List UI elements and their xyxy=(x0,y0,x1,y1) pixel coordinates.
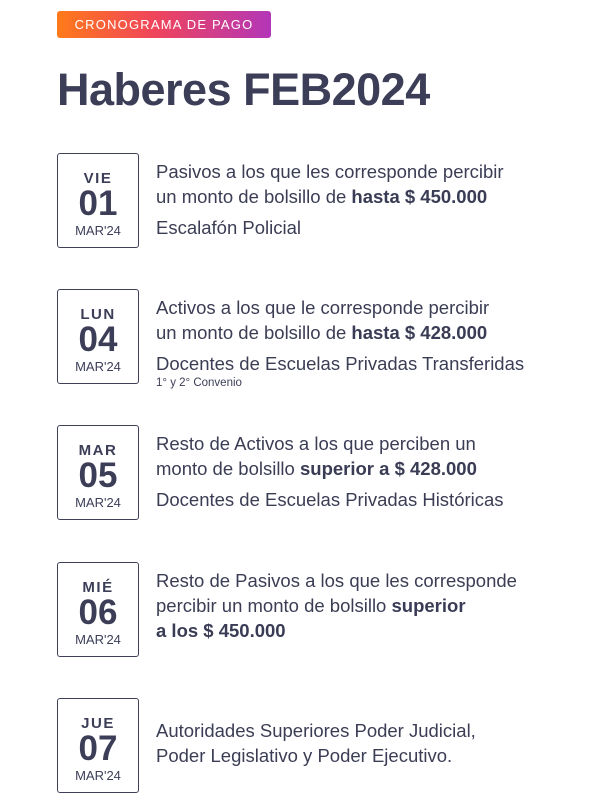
day-of-week: MIÉ xyxy=(82,579,114,596)
description-line: Poder Legislativo y Poder Ejecutivo. xyxy=(156,745,453,766)
description-line: Resto de Pasivos a los que les corresponde xyxy=(156,570,517,591)
schedule-entry-3 xyxy=(57,425,597,521)
description-line: Autoridades Superiores Poder Judicial, xyxy=(156,720,476,741)
description-line: percibir un monto de bolsillo superior xyxy=(156,595,466,616)
entry-description xyxy=(156,568,596,643)
entry-note: 1° y 2° Convenio xyxy=(156,377,242,389)
entry-group: Docentes de Escuelas Privadas Transferidas xyxy=(156,353,525,374)
description-line: a los $ 450.000 xyxy=(156,620,286,641)
description-line: un monto de bolsillo de hasta $ 428.000 xyxy=(156,322,488,343)
entry-group: Docentes de Escuelas Privadas Históricas xyxy=(156,489,504,510)
description-line: Activos a los que le corresponde percibir xyxy=(156,297,490,318)
page-title: Haberes FEB2024 xyxy=(57,64,430,115)
entry-description xyxy=(156,295,596,390)
entry-description xyxy=(156,718,596,768)
month-label: MAR'24 xyxy=(75,768,121,783)
description-line: monto de bolsillo superior a $ 428.000 xyxy=(156,458,477,479)
day-of-week: MAR xyxy=(78,442,118,459)
day-number: 04 xyxy=(78,320,118,359)
month-label: MAR'24 xyxy=(75,223,121,238)
schedule-badge: CRONOGRAMA DE PAGO xyxy=(57,11,271,38)
description-line: Resto de Activos a los que perciben un xyxy=(156,433,476,454)
date-box xyxy=(57,562,139,657)
schedule-entry-1 xyxy=(57,153,597,249)
date-box xyxy=(57,698,139,793)
entry-group: Escalafón Policial xyxy=(156,217,301,238)
day-of-week: JUE xyxy=(81,715,115,732)
date-box xyxy=(57,425,139,520)
description-line: Pasivos a los que les corresponde percibir xyxy=(156,161,504,182)
month-label: MAR'24 xyxy=(75,359,121,374)
month-label: MAR'24 xyxy=(75,495,121,510)
day-number: 06 xyxy=(78,593,118,632)
day-of-week: VIE xyxy=(83,170,113,187)
day-number: 01 xyxy=(78,184,118,223)
entry-description xyxy=(156,431,596,512)
day-number: 05 xyxy=(78,456,118,495)
schedule-entry-2 xyxy=(57,289,597,389)
day-number: 07 xyxy=(78,729,118,768)
entry-description xyxy=(156,159,596,240)
description-line: un monto de bolsillo de hasta $ 450.000 xyxy=(156,186,488,207)
schedule-entry-4 xyxy=(57,562,597,658)
date-box xyxy=(57,153,139,248)
date-box xyxy=(57,289,139,384)
day-of-week: LUN xyxy=(80,306,116,323)
month-label: MAR'24 xyxy=(75,632,121,647)
schedule-entry-5 xyxy=(57,698,597,794)
